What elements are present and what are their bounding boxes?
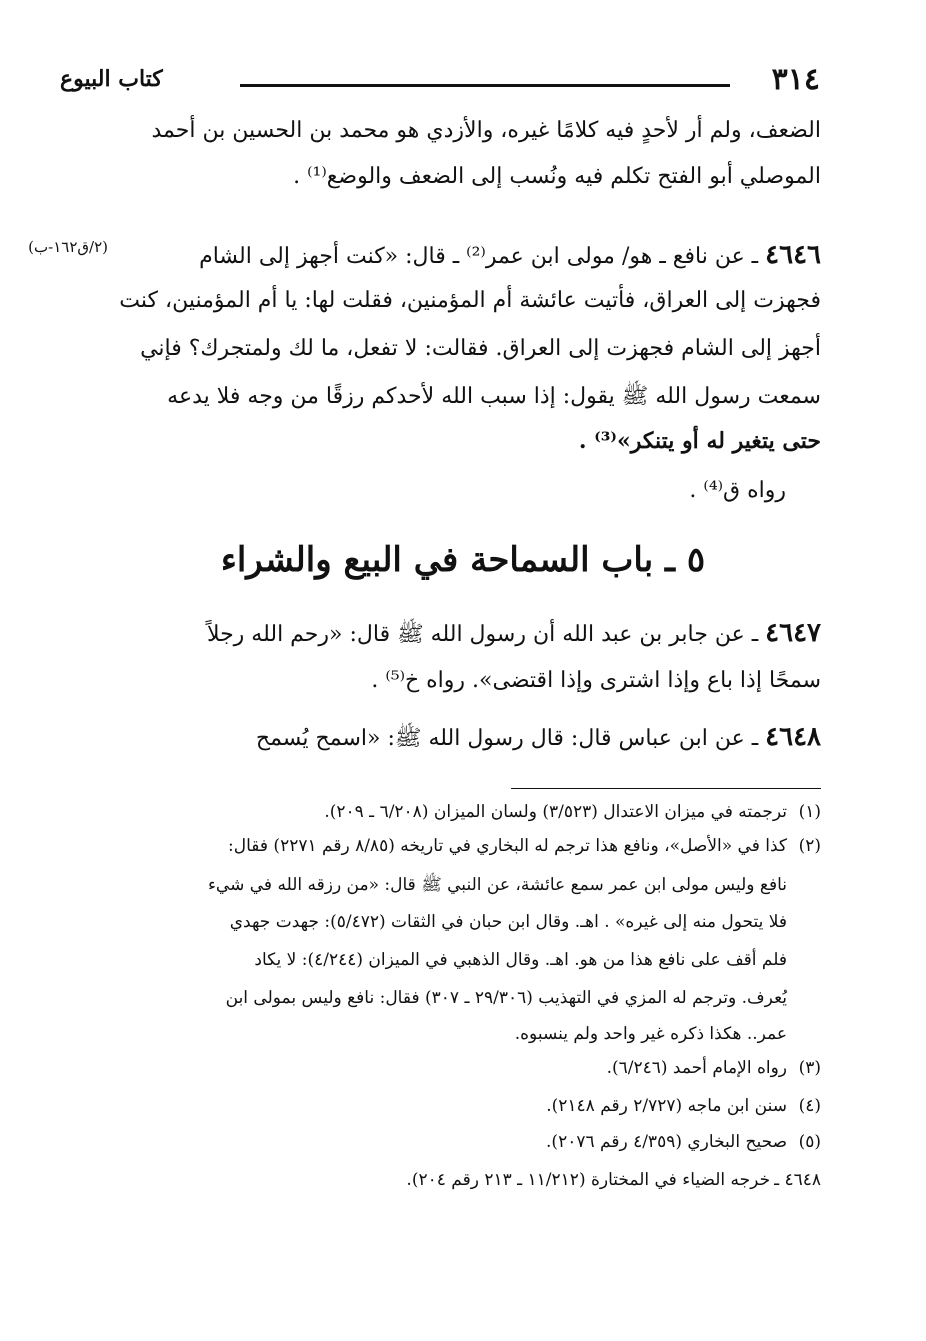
footnote-2-cont-4: يُعرف. وترجم له المزي في التهذيب (٢٩/٣٠٦ ـ ٣٠٧) فقال: نافع وليس بمولى ابن — [225, 988, 787, 1008]
header-rule — [240, 84, 730, 87]
hadith-4647-line-1 — [78, 618, 821, 652]
hadith-4646-line-5: حتى يتغير له أو يتنكر»⁽³⁾ . — [578, 428, 821, 454]
footnote-5: (٥)صحيح البخاري (٤/٣٥٩ رقم ٢٠٧٦). — [546, 1132, 821, 1152]
footnote-4648: ٤٦٤٨ ـخرجه الضياء في المختارة (١١/٢١٢ ـ ٢١٣ رقم ٢٠٤). — [406, 1170, 821, 1190]
hadith-text: ـ عن ابن عباس قال: قال رسول الله ﷺ: «اسمح يُسمح — [255, 726, 759, 751]
footnote-3: (٣)رواه الإمام أحمد (٦/٢٤٦). — [606, 1058, 821, 1078]
manuscript-margin-note: (٢/ق١٦٢-ب) — [28, 238, 108, 256]
hadith-text: ـ عن جابر بن عبد الله أن رسول الله ﷺ قال: «رحم الله رجلاً — [206, 622, 759, 647]
hadith-4647-line-2: سمحًا إذا باع وإذا اشترى وإذا اقتضى». رواه خ⁽⁵⁾ . — [371, 668, 821, 693]
hadith-4646-line-3: أجهز إلى الشام فجهزت إلى العراق. فقالت: لا تفعل، ما لك ولمتجرك؟ فإني — [140, 336, 821, 361]
footnote-2-cont-1: نافع وليس مولى ابن عمر سمع عائشة، عن النبي ﷺ قال: «من رزقه الله في شيء — [207, 875, 787, 895]
hadith-4648-line-1 — [78, 722, 821, 756]
footnote-2-cont-3: فلم أقف على نافع هذا من هو. اهـ. وقال الذهبي في الميزان (٤/٢٤٤): لا يكاد — [254, 950, 787, 970]
footnote-4: (٤)سنن ابن ماجه (٢/٧٢٧ رقم ٢١٤٨). — [546, 1096, 821, 1116]
footnote-1: (١)ترجمته في ميزان الاعتدال (٣/٥٢٣) ولسان الميزان (٦/٢٠٨ ـ ٢٠٩). — [324, 802, 821, 822]
hadith-4646-riwaya: رواه ق⁽⁴⁾ . — [689, 478, 786, 503]
hadith-4646-line-4: سمعت رسول الله ﷺ يقول: إذا سبب الله لأحدكم رزقًا من وجه فلا يدعه — [167, 384, 821, 409]
page-header — [60, 62, 820, 102]
intro-line-1: الضعف، ولم أر لأحدٍ فيه كلامًا غيره، والأزدي هو محمد بن الحسين بن أحمد — [151, 118, 821, 143]
hadith-4646-line-2: فجهزت إلى العراق، فأتيت عائشة أم المؤمنين، فقلت لها: يا أم المؤمنين، كنت — [119, 288, 821, 313]
hadith-4646-line-1 — [78, 240, 821, 270]
footnote-separator — [511, 788, 821, 789]
chapter-title: ٥ ـ باب السماحة في البيع والشراء — [220, 540, 706, 580]
footnote-2-cont-2: فلا يتحول منه إلى غيره» . اهـ. وقال ابن حبان في الثقات (٥/٤٧٢): جهدت جهدي — [229, 912, 787, 932]
hadith-number: ٤٦٤٧ — [765, 618, 821, 648]
hadith-number: ٤٦٤٨ — [765, 722, 821, 752]
footnote-2-cont-5: عمر.. هكذا ذكره غير واحد ولم ينسبوه. — [514, 1024, 787, 1044]
book-title: كتاب البيوع — [60, 66, 163, 92]
hadith-text: ـ عن نافع ـ هو/ مولى ابن عمر⁽²⁾ ـ قال: «كنت أجهز إلى الشام — [199, 244, 759, 269]
intro-line-2: الموصلي أبو الفتح تكلم فيه ونُسب إلى الضعف والوضع⁽¹⁾ . — [293, 164, 821, 189]
footnote-2: (٢)كذا في «الأصل»، ونافع هذا ترجم له البخاري في تاريخه (٨/٨٥ رقم ٢٢٧١) فقال: — [228, 836, 821, 856]
page-number: ٣١٤ — [771, 62, 820, 97]
hadith-number: ٤٦٤٦ — [765, 240, 821, 270]
